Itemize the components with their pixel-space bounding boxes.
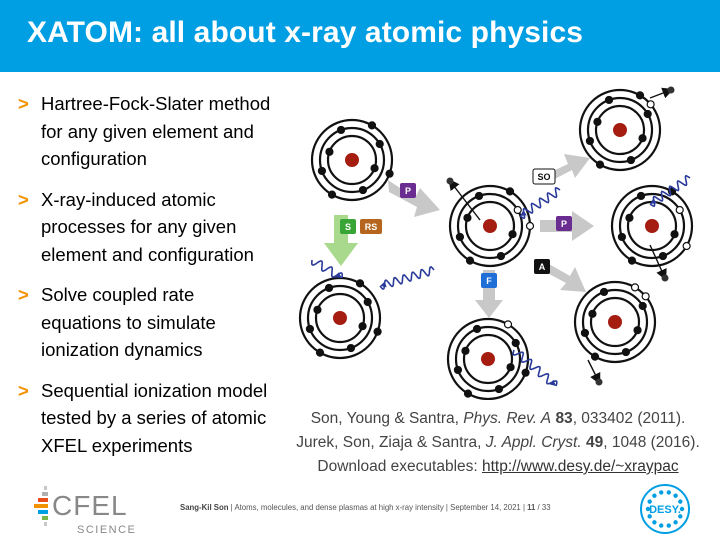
desy-dot <box>667 523 671 527</box>
electron <box>589 310 596 317</box>
photon-wave <box>520 188 560 218</box>
footer-text: | Atoms, molecules, and dense plasmas at high x-ray intensity | September 14, 2021 | <box>228 503 528 512</box>
electron <box>467 257 474 264</box>
electron <box>318 167 325 174</box>
electron <box>314 306 321 313</box>
electron <box>374 328 381 335</box>
process-label-p2 <box>556 216 572 231</box>
p2-label: P <box>560 219 568 229</box>
nucleus <box>333 311 347 325</box>
electron <box>474 325 481 332</box>
download-link[interactable]: http://www.desy.de/~xraypac <box>482 458 679 475</box>
ref2-journal: J. Appl. Cryst. <box>485 434 582 451</box>
photon-wave <box>380 267 434 289</box>
electron <box>671 231 678 238</box>
page-number: 11 <box>527 503 536 512</box>
process-label-p1 <box>400 183 416 198</box>
bullet-list <box>18 90 298 472</box>
electron <box>338 126 345 133</box>
electron <box>581 329 588 336</box>
auger-label: A <box>538 262 546 272</box>
ejected-electron-path <box>588 360 599 382</box>
bullet-line: equations to simulate <box>41 311 216 333</box>
process-label-s <box>340 219 356 234</box>
bullet-item <box>18 377 298 460</box>
electron <box>462 347 469 354</box>
electron <box>465 390 472 397</box>
bullet-line: ionization dynamics <box>41 339 203 360</box>
rs-label: RS <box>364 222 378 232</box>
electron <box>592 353 599 360</box>
ejected-electron <box>662 275 669 282</box>
process-label-so <box>533 169 555 184</box>
nucleus <box>483 219 497 233</box>
bullet-line: tested by a series of atomic <box>41 407 267 428</box>
electron <box>359 323 366 330</box>
electron <box>601 288 608 295</box>
ref2-authors: Jurek, Son, Ziaja & Santra, <box>296 434 486 451</box>
footer-author: Sang-Kil Son <box>180 503 229 512</box>
desy-dot <box>673 520 677 524</box>
desy-dot <box>652 494 656 498</box>
electron <box>306 325 313 332</box>
electron <box>522 369 529 376</box>
ref1-authors: Son, Young & Santra, <box>310 410 464 427</box>
electron-hole <box>642 293 649 300</box>
electron <box>606 96 613 103</box>
ref1-volume: 83 <box>555 410 573 427</box>
bullet-item <box>18 186 298 269</box>
electron <box>317 349 324 356</box>
electron <box>371 165 378 172</box>
electron-hole <box>683 243 690 250</box>
nucleus <box>481 352 495 366</box>
ionization-process-diagram <box>290 80 710 400</box>
electron-hole <box>505 321 512 328</box>
nucleus <box>345 153 359 167</box>
electron <box>512 340 519 347</box>
bullet-marker: > <box>18 284 29 305</box>
title-bar <box>0 0 720 72</box>
electron <box>594 118 601 125</box>
electron <box>326 148 333 155</box>
electron <box>507 188 514 195</box>
electron <box>357 280 364 287</box>
nucleus <box>645 219 659 233</box>
electron <box>659 253 666 260</box>
electron <box>639 135 646 142</box>
ref2-rest: , 1048 (2016). <box>603 434 700 451</box>
ref1-journal: Phys. Rev. A <box>463 410 552 427</box>
electron <box>618 233 625 240</box>
ejected-electron <box>596 379 603 386</box>
ejected-electron-path <box>450 181 480 220</box>
bullet-line: element and configuration <box>41 243 254 265</box>
electron-hole <box>647 101 654 108</box>
process-label-f <box>481 273 497 288</box>
desy-dot <box>673 494 677 498</box>
reference-2 <box>284 431 712 455</box>
desy-dot <box>667 490 671 494</box>
atom <box>300 278 381 358</box>
bullet-item <box>18 90 298 173</box>
electron <box>597 161 604 168</box>
atom-group <box>300 90 692 399</box>
electron <box>497 253 504 260</box>
bullet-marker: > <box>18 188 29 210</box>
electron-hole <box>676 207 683 214</box>
electron-hole <box>514 207 521 214</box>
atom <box>575 282 655 362</box>
fluorescence-label: F <box>486 276 492 286</box>
electron <box>347 345 354 352</box>
electron <box>509 231 516 238</box>
cfel-logo <box>30 484 140 536</box>
cfel-wordmark: CFEL <box>52 490 128 521</box>
nucleus <box>608 315 622 329</box>
desy-dot <box>659 523 663 527</box>
atom <box>612 186 692 266</box>
electron <box>456 233 463 240</box>
nucleus <box>613 123 627 137</box>
electron <box>629 257 636 264</box>
ejected-electron <box>668 87 675 94</box>
electron <box>626 214 633 221</box>
download-label: Download executables: <box>317 458 482 475</box>
process-label-a <box>534 259 550 274</box>
page-total: / 33 <box>535 503 551 512</box>
electron <box>376 141 383 148</box>
so-label: SO <box>537 172 551 182</box>
references <box>284 407 712 479</box>
bullet-marker: > <box>18 379 29 401</box>
electron <box>622 349 629 356</box>
electron <box>369 122 376 129</box>
bullet-item <box>18 281 298 364</box>
cfel-science: SCIENCE <box>77 524 137 536</box>
electron-hole <box>527 223 534 230</box>
atom <box>448 319 529 399</box>
process-label-rs <box>360 219 382 234</box>
bullet-line: for any given element and <box>41 120 254 142</box>
electron <box>329 191 336 198</box>
electron <box>634 327 641 334</box>
atom <box>580 90 660 170</box>
desy-logo <box>639 483 691 535</box>
bullet-line: configuration <box>41 148 147 169</box>
electron <box>359 187 366 194</box>
photoionization-label: P <box>404 186 412 196</box>
bullet-marker: > <box>18 93 29 114</box>
desy-dot <box>652 520 656 524</box>
bullet-line: Hartree-Fock-Slater method <box>41 93 271 114</box>
electron <box>627 157 634 164</box>
bullet-line: Solve coupled rate <box>41 284 195 305</box>
bullet-line: XFEL experiments <box>41 434 193 456</box>
desy-dot <box>659 490 663 494</box>
electron <box>326 284 333 291</box>
electron <box>637 92 644 99</box>
electron <box>495 386 502 393</box>
electron <box>639 303 646 310</box>
electron <box>454 366 461 373</box>
ref2-volume: 49 <box>586 434 604 451</box>
desy-wordmark: DESY. <box>649 504 681 516</box>
bullet-line: X-ray-induced atomic <box>41 188 216 210</box>
electron <box>638 192 645 199</box>
electron <box>476 192 483 199</box>
electron <box>507 364 514 371</box>
ejected-electron <box>447 178 454 185</box>
s-label: S <box>344 222 352 232</box>
electron <box>386 170 393 177</box>
cfel-mark-icon <box>34 486 48 526</box>
electron <box>364 299 371 306</box>
bullet-line: processes for any given <box>41 216 237 237</box>
ref1-rest: , 033402 (2011). <box>572 410 686 427</box>
electron <box>644 111 651 118</box>
electron-hole <box>632 284 639 291</box>
electron <box>464 214 471 221</box>
bullet-line: Sequential ionization model <box>41 379 268 401</box>
photon-group <box>312 176 690 386</box>
download-line <box>284 455 712 479</box>
electron <box>586 137 593 144</box>
atom <box>312 120 393 200</box>
slide-footer <box>180 503 551 512</box>
slide-title: XATOM: all about x-ray atomic physics <box>27 16 584 49</box>
reference-1 <box>284 407 712 431</box>
